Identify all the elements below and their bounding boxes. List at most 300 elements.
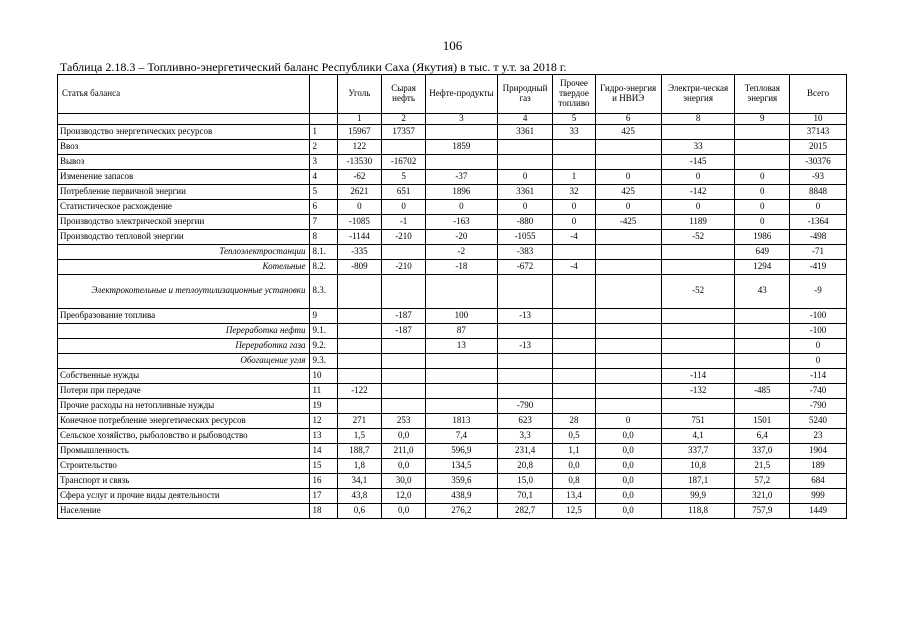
row-value: 3361: [497, 124, 553, 139]
row-value: 651: [381, 184, 425, 199]
row-value: 0: [426, 199, 498, 214]
row-value: -13: [497, 338, 553, 353]
row-value: [553, 139, 595, 154]
row-value: [337, 308, 381, 323]
row-value: -93: [790, 169, 847, 184]
row-value: -16702: [381, 154, 425, 169]
row-value: -1055: [497, 229, 553, 244]
row-value: 0: [553, 214, 595, 229]
row-value: 3,3: [497, 428, 553, 443]
row-value: 231,4: [497, 443, 553, 458]
column-number: 4: [497, 114, 553, 125]
row-value: [595, 383, 661, 398]
row-value: 0,0: [595, 488, 661, 503]
row-value: 122: [337, 139, 381, 154]
row-value: 0: [381, 199, 425, 214]
row-value: [426, 353, 498, 368]
row-label: Производство тепловой энергии: [58, 229, 310, 244]
row-value: 1,1: [553, 443, 595, 458]
column-number: 6: [595, 114, 661, 125]
row-value: [553, 308, 595, 323]
row-value: [661, 323, 735, 338]
row-value: 43: [735, 274, 790, 308]
row-value: -1144: [337, 229, 381, 244]
row-value: 0,0: [595, 443, 661, 458]
row-code: 13: [310, 428, 337, 443]
row-value: 0: [661, 199, 735, 214]
row-value: -790: [790, 398, 847, 413]
row-value: -672: [497, 259, 553, 274]
row-label: Переработка газа: [58, 338, 310, 353]
row-value: 34,1: [337, 473, 381, 488]
row-value: 30,0: [381, 473, 425, 488]
row-value: 0: [790, 338, 847, 353]
row-value: -62: [337, 169, 381, 184]
header-electric-energy: Электри-ческая энергия: [661, 75, 735, 114]
row-value: 23: [790, 428, 847, 443]
row-code: 1: [310, 124, 337, 139]
row-code: 15: [310, 458, 337, 473]
row-value: 37143: [790, 124, 847, 139]
row-value: -335: [337, 244, 381, 259]
row-value: [337, 274, 381, 308]
table-row: [58, 308, 847, 323]
row-value: 271: [337, 413, 381, 428]
header-oil-products: Нефте-продукты: [426, 75, 498, 114]
row-label: Вывоз: [58, 154, 310, 169]
row-value: 43,8: [337, 488, 381, 503]
row-value: 359,6: [426, 473, 498, 488]
row-value: 100: [426, 308, 498, 323]
row-value: [497, 139, 553, 154]
column-number: 2: [381, 114, 425, 125]
row-value: -1085: [337, 214, 381, 229]
row-code: 18: [310, 503, 337, 518]
row-value: 1896: [426, 184, 498, 199]
row-value: 13,4: [553, 488, 595, 503]
row-value: 33: [553, 124, 595, 139]
table-row: [58, 199, 847, 214]
row-value: 0: [595, 199, 661, 214]
row-value: -210: [381, 259, 425, 274]
row-code: 6: [310, 199, 337, 214]
row-value: -210: [381, 229, 425, 244]
row-value: -187: [381, 308, 425, 323]
row-value: 0: [337, 199, 381, 214]
header-coal: Уголь: [337, 75, 381, 114]
row-value: -114: [790, 368, 847, 383]
row-value: [595, 229, 661, 244]
row-label: Изменение запасов: [58, 169, 310, 184]
row-value: 623: [497, 413, 553, 428]
row-value: -187: [381, 323, 425, 338]
row-value: 57,2: [735, 473, 790, 488]
table-row: [58, 154, 847, 169]
row-value: [337, 323, 381, 338]
row-code: 10: [310, 368, 337, 383]
column-number: [58, 114, 310, 125]
table-row: [58, 338, 847, 353]
row-value: 21,5: [735, 458, 790, 473]
row-value: 0: [497, 169, 553, 184]
row-value: -13: [497, 308, 553, 323]
row-code: 9.3.: [310, 353, 337, 368]
row-value: -71: [790, 244, 847, 259]
row-value: [595, 353, 661, 368]
row-value: 189: [790, 458, 847, 473]
row-code: 12: [310, 413, 337, 428]
row-value: 0,8: [553, 473, 595, 488]
row-value: [661, 244, 735, 259]
row-value: 1501: [735, 413, 790, 428]
row-value: 425: [595, 184, 661, 199]
row-value: [735, 368, 790, 383]
row-value: 3361: [497, 184, 553, 199]
row-value: [595, 323, 661, 338]
row-value: 20,8: [497, 458, 553, 473]
row-value: 1859: [426, 139, 498, 154]
row-value: 211,0: [381, 443, 425, 458]
row-value: 33: [661, 139, 735, 154]
row-value: 0,0: [553, 458, 595, 473]
row-value: -383: [497, 244, 553, 259]
row-value: -13530: [337, 154, 381, 169]
row-value: [595, 308, 661, 323]
row-label: Население: [58, 503, 310, 518]
row-value: [735, 154, 790, 169]
row-label: Производство электрической энергии: [58, 214, 310, 229]
row-label: Конечное потребление энергетических ресурсов: [58, 413, 310, 428]
row-value: 2621: [337, 184, 381, 199]
row-value: [381, 398, 425, 413]
row-value: 6,4: [735, 428, 790, 443]
row-value: [381, 383, 425, 398]
column-number: 3: [426, 114, 498, 125]
row-label: Ввоз: [58, 139, 310, 154]
header-code: [310, 75, 337, 114]
row-value: [595, 274, 661, 308]
column-number: 1: [337, 114, 381, 125]
row-value: 282,7: [497, 503, 553, 518]
row-code: 4: [310, 169, 337, 184]
row-value: [661, 353, 735, 368]
table-row: [58, 428, 847, 443]
row-code: 2: [310, 139, 337, 154]
row-value: 0: [735, 199, 790, 214]
row-value: [497, 274, 553, 308]
row-value: -4: [553, 259, 595, 274]
table-row: [58, 124, 847, 139]
row-value: -740: [790, 383, 847, 398]
row-value: -100: [790, 323, 847, 338]
row-value: -809: [337, 259, 381, 274]
table-row: [58, 169, 847, 184]
row-code: 8.1.: [310, 244, 337, 259]
row-value: [595, 139, 661, 154]
row-value: -163: [426, 214, 498, 229]
row-value: -425: [595, 214, 661, 229]
row-value: 0,6: [337, 503, 381, 518]
column-number: 10: [790, 114, 847, 125]
table-row: [58, 323, 847, 338]
row-value: 596,9: [426, 443, 498, 458]
row-value: [595, 244, 661, 259]
row-value: 1449: [790, 503, 847, 518]
header-article: Статья баланса: [58, 75, 310, 114]
row-value: 0: [661, 169, 735, 184]
table-row: [58, 353, 847, 368]
row-code: 9: [310, 308, 337, 323]
row-label: Прочие расходы на нетопливные нужды: [58, 398, 310, 413]
table-row: [58, 488, 847, 503]
row-value: -52: [661, 229, 735, 244]
header-hydro-renewables: Гидро-энергия и НВИЭ: [595, 75, 661, 114]
row-value: -132: [661, 383, 735, 398]
row-value: 751: [661, 413, 735, 428]
row-value: 1: [553, 169, 595, 184]
row-value: [735, 323, 790, 338]
row-value: [595, 154, 661, 169]
table-row: [58, 398, 847, 413]
table-caption: Таблица 2.18.3 – Топливно-энергетический баланс Республики Саха (Якутия) в тыс. т у.т. за 2018 г.: [60, 60, 567, 74]
row-value: 4,1: [661, 428, 735, 443]
header-row: [58, 75, 847, 114]
row-value: 0,0: [595, 503, 661, 518]
row-value: [337, 338, 381, 353]
row-value: 5: [381, 169, 425, 184]
row-value: 28: [553, 413, 595, 428]
row-value: [553, 368, 595, 383]
row-value: [553, 398, 595, 413]
row-value: [426, 154, 498, 169]
row-value: 0,5: [553, 428, 595, 443]
row-value: [426, 368, 498, 383]
row-value: 649: [735, 244, 790, 259]
row-code: 9.1.: [310, 323, 337, 338]
row-value: 7,4: [426, 428, 498, 443]
column-number: 8: [661, 114, 735, 125]
row-value: 15,0: [497, 473, 553, 488]
row-value: [553, 338, 595, 353]
table-row: [58, 259, 847, 274]
row-value: 87: [426, 323, 498, 338]
row-label: Преобразование топлива: [58, 308, 310, 323]
row-value: [735, 308, 790, 323]
row-value: 0: [735, 214, 790, 229]
table-row: [58, 368, 847, 383]
row-value: -498: [790, 229, 847, 244]
row-value: 438,9: [426, 488, 498, 503]
row-value: [497, 154, 553, 169]
row-value: 0,0: [381, 428, 425, 443]
row-code: 17: [310, 488, 337, 503]
row-value: 1,8: [337, 458, 381, 473]
row-value: 10,8: [661, 458, 735, 473]
row-value: -20: [426, 229, 498, 244]
row-value: [381, 353, 425, 368]
row-value: [337, 398, 381, 413]
row-label: Транспорт и связь: [58, 473, 310, 488]
row-value: [381, 244, 425, 259]
table-row: [58, 139, 847, 154]
row-value: 134,5: [426, 458, 498, 473]
row-value: [735, 124, 790, 139]
row-value: [497, 353, 553, 368]
row-value: -18: [426, 259, 498, 274]
row-value: 118,8: [661, 503, 735, 518]
row-label: Переработка нефти: [58, 323, 310, 338]
row-value: 2015: [790, 139, 847, 154]
row-value: 0: [595, 413, 661, 428]
row-code: 11: [310, 383, 337, 398]
row-label: Теплоэлектростанции: [58, 244, 310, 259]
row-code: 7: [310, 214, 337, 229]
table-row: [58, 473, 847, 488]
table-row: [58, 229, 847, 244]
table-row: [58, 413, 847, 428]
row-value: 12,5: [553, 503, 595, 518]
row-value: [735, 338, 790, 353]
header-heat-energy: Тепловая энергия: [735, 75, 790, 114]
row-value: 17357: [381, 124, 425, 139]
row-value: [553, 323, 595, 338]
row-value: 0: [790, 199, 847, 214]
row-value: [661, 398, 735, 413]
row-value: 1294: [735, 259, 790, 274]
column-number-row: [58, 114, 847, 125]
row-value: [735, 398, 790, 413]
row-value: [553, 244, 595, 259]
row-value: [661, 124, 735, 139]
row-value: 0: [595, 169, 661, 184]
energy-balance-table: [57, 74, 847, 519]
row-value: [381, 274, 425, 308]
row-value: [553, 383, 595, 398]
table-row: [58, 274, 847, 308]
table-row: [58, 184, 847, 199]
header-crude-oil: Сырая нефть: [381, 75, 425, 114]
row-value: 321,0: [735, 488, 790, 503]
table-row: [58, 214, 847, 229]
row-value: [426, 124, 498, 139]
row-value: [497, 368, 553, 383]
row-value: -52: [661, 274, 735, 308]
row-label: Потери при передаче: [58, 383, 310, 398]
row-label: Сельское хозяйство, рыболовство и рыбоводство: [58, 428, 310, 443]
row-code: 9.2.: [310, 338, 337, 353]
row-value: -114: [661, 368, 735, 383]
row-label: Промышленность: [58, 443, 310, 458]
row-value: 0,0: [381, 503, 425, 518]
row-value: 32: [553, 184, 595, 199]
row-value: [337, 368, 381, 383]
row-value: 337,0: [735, 443, 790, 458]
row-value: 5240: [790, 413, 847, 428]
row-value: 1813: [426, 413, 498, 428]
row-value: 0: [497, 199, 553, 214]
row-value: [553, 274, 595, 308]
row-value: [595, 368, 661, 383]
row-value: [337, 353, 381, 368]
row-value: -4: [553, 229, 595, 244]
row-value: [426, 274, 498, 308]
row-value: 1904: [790, 443, 847, 458]
row-value: [426, 383, 498, 398]
row-code: 3: [310, 154, 337, 169]
row-value: -122: [337, 383, 381, 398]
row-value: [595, 338, 661, 353]
row-value: 1189: [661, 214, 735, 229]
row-label: Строительство: [58, 458, 310, 473]
row-value: [381, 368, 425, 383]
row-value: -419: [790, 259, 847, 274]
row-value: -2: [426, 244, 498, 259]
row-value: [553, 154, 595, 169]
row-value: 999: [790, 488, 847, 503]
row-value: [497, 323, 553, 338]
row-label: Обогащение угля: [58, 353, 310, 368]
row-value: [381, 338, 425, 353]
row-label: Производство энергетических ресурсов: [58, 124, 310, 139]
row-value: 0,0: [595, 458, 661, 473]
header-total: Всего: [790, 75, 847, 114]
row-label: Собственные нужды: [58, 368, 310, 383]
row-value: -1: [381, 214, 425, 229]
column-number: 5: [553, 114, 595, 125]
row-value: [553, 353, 595, 368]
row-value: [661, 308, 735, 323]
table-row: [58, 383, 847, 398]
row-value: 1,5: [337, 428, 381, 443]
row-value: 13: [426, 338, 498, 353]
row-code: 8.2.: [310, 259, 337, 274]
table-row: [58, 443, 847, 458]
row-value: 188,7: [337, 443, 381, 458]
row-code: 19: [310, 398, 337, 413]
row-value: -1364: [790, 214, 847, 229]
row-code: 16: [310, 473, 337, 488]
row-label: Потребление первичной энергии: [58, 184, 310, 199]
row-value: 684: [790, 473, 847, 488]
row-value: -100: [790, 308, 847, 323]
row-value: [497, 383, 553, 398]
table-row: [58, 458, 847, 473]
row-code: 8: [310, 229, 337, 244]
row-value: 15967: [337, 124, 381, 139]
column-number: 9: [735, 114, 790, 125]
row-value: 253: [381, 413, 425, 428]
row-value: 12,0: [381, 488, 425, 503]
table-row: [58, 503, 847, 518]
row-value: 337,7: [661, 443, 735, 458]
row-value: 276,2: [426, 503, 498, 518]
row-value: [661, 259, 735, 274]
row-value: 187,1: [661, 473, 735, 488]
row-value: [595, 398, 661, 413]
row-value: 70,1: [497, 488, 553, 503]
row-value: -37: [426, 169, 498, 184]
row-value: 425: [595, 124, 661, 139]
row-value: -485: [735, 383, 790, 398]
row-value: -9: [790, 274, 847, 308]
table-row: [58, 244, 847, 259]
row-value: 0,0: [595, 428, 661, 443]
row-code: 14: [310, 443, 337, 458]
row-value: 0,0: [595, 473, 661, 488]
row-value: -145: [661, 154, 735, 169]
row-code: 5: [310, 184, 337, 199]
row-label: Котельные: [58, 259, 310, 274]
